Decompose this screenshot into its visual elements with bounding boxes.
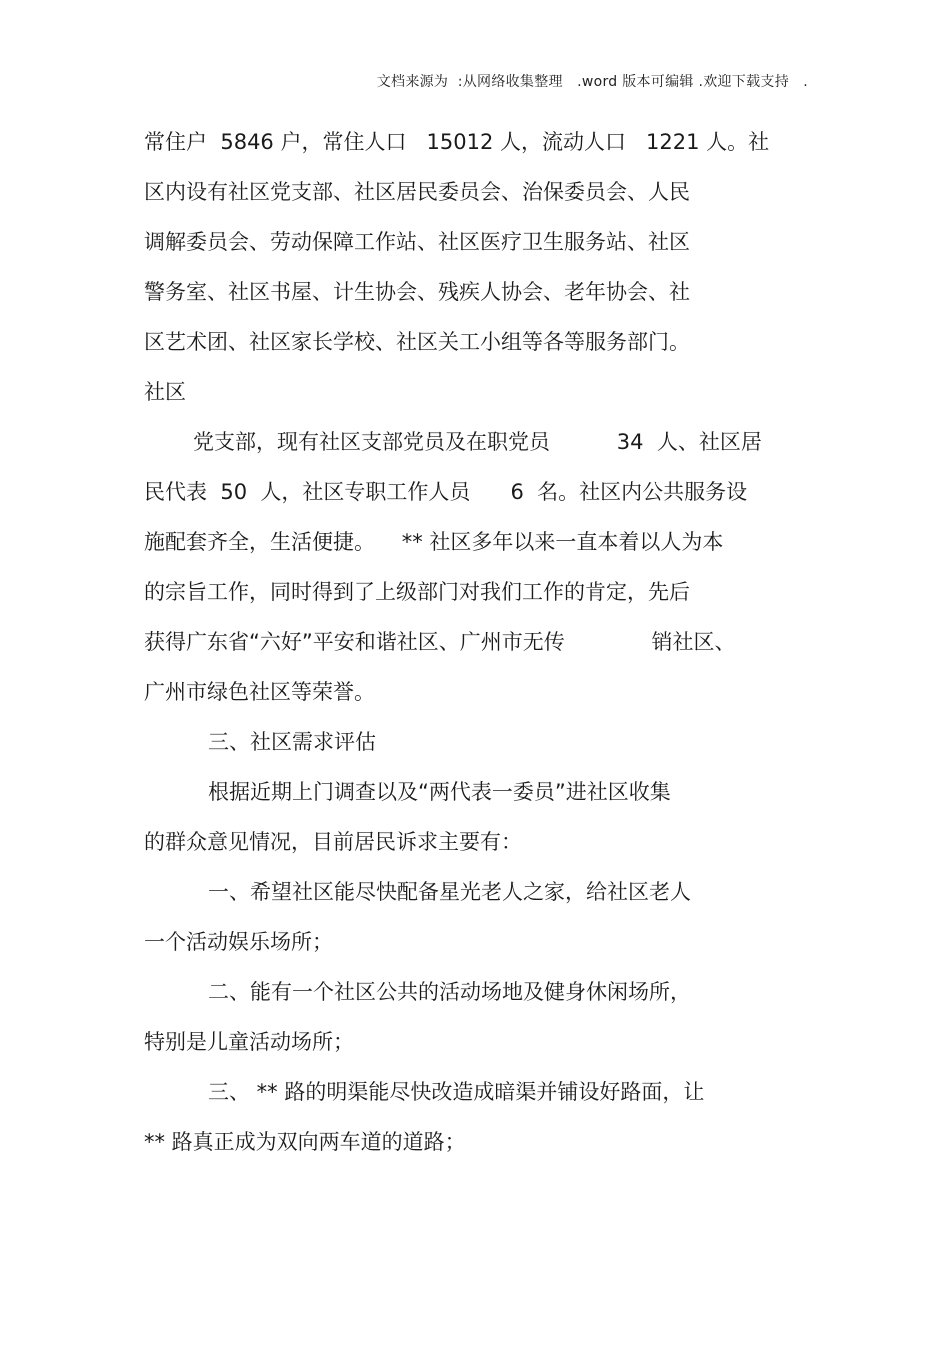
paragraph-line: 的群众意见情况，目前居民诉求主要有： — [144, 830, 522, 854]
paragraph-line: 获得广东省“六好”平安和谐社区、广州市无传 销社区、 — [144, 630, 736, 654]
list-item-line: ** 路真正成为双向两车道的道路； — [144, 1130, 466, 1154]
paragraph-line: 区艺术团、社区家长学校、社区关工小组等各等服务部门。 — [144, 330, 690, 354]
paragraph-line: 调解委员会、劳动保障工作站、社区医疗卫生服务站、社区 — [144, 230, 690, 254]
paragraph-line: 社区 — [144, 380, 186, 404]
paragraph-line: 常住户 5846 户，常住人口 15012 人，流动人口 1221 人。社 — [144, 130, 770, 154]
paragraph-line: 区内设有社区党支部、社区居民委员会、治保委员会、人民 — [144, 180, 690, 204]
paragraph-line: 党支部，现有社区支部党员及在职党员 34 人、社区居 — [193, 430, 762, 454]
list-item-line: 一个活动娱乐场所； — [144, 930, 333, 954]
header-source-note: 文档来源为 :从网络收集整理 .word 版本可编辑 .欢迎下载支持 . — [376, 74, 808, 90]
list-item-line: 特别是儿童活动场所； — [144, 1030, 354, 1054]
list-item-line: 二、能有一个社区公共的活动场地及健身休闲场所， — [208, 980, 691, 1004]
paragraph-line: 的宗旨工作，同时得到了上级部门对我们工作的肯定，先后 — [144, 580, 690, 604]
list-item-line: 一、希望社区能尽快配备星光老人之家，给社区老人 — [208, 880, 691, 904]
paragraph-line: 根据近期上门调查以及“两代表一委员”进社区收集 — [208, 780, 671, 804]
paragraph-line: 施配套齐全，生活便捷。 ** 社区多年以来一直本着以人为本 — [144, 530, 724, 554]
paragraph-line: 广州市绿色社区等荣誉。 — [144, 680, 375, 704]
list-item-line: 三、 ** 路的明渠能尽快改造成暗渠并铺设好路面，让 — [208, 1080, 705, 1104]
section-heading: 三、社区需求评估 — [208, 730, 376, 754]
document-body — [144, 124, 824, 1174]
paragraph-line: 警务室、社区书屋、计生协会、残疾人协会、老年协会、社 — [144, 280, 690, 304]
paragraph-line: 民代表 50 人，社区专职工作人员 6 名。社区内公共服务设 — [144, 480, 748, 504]
